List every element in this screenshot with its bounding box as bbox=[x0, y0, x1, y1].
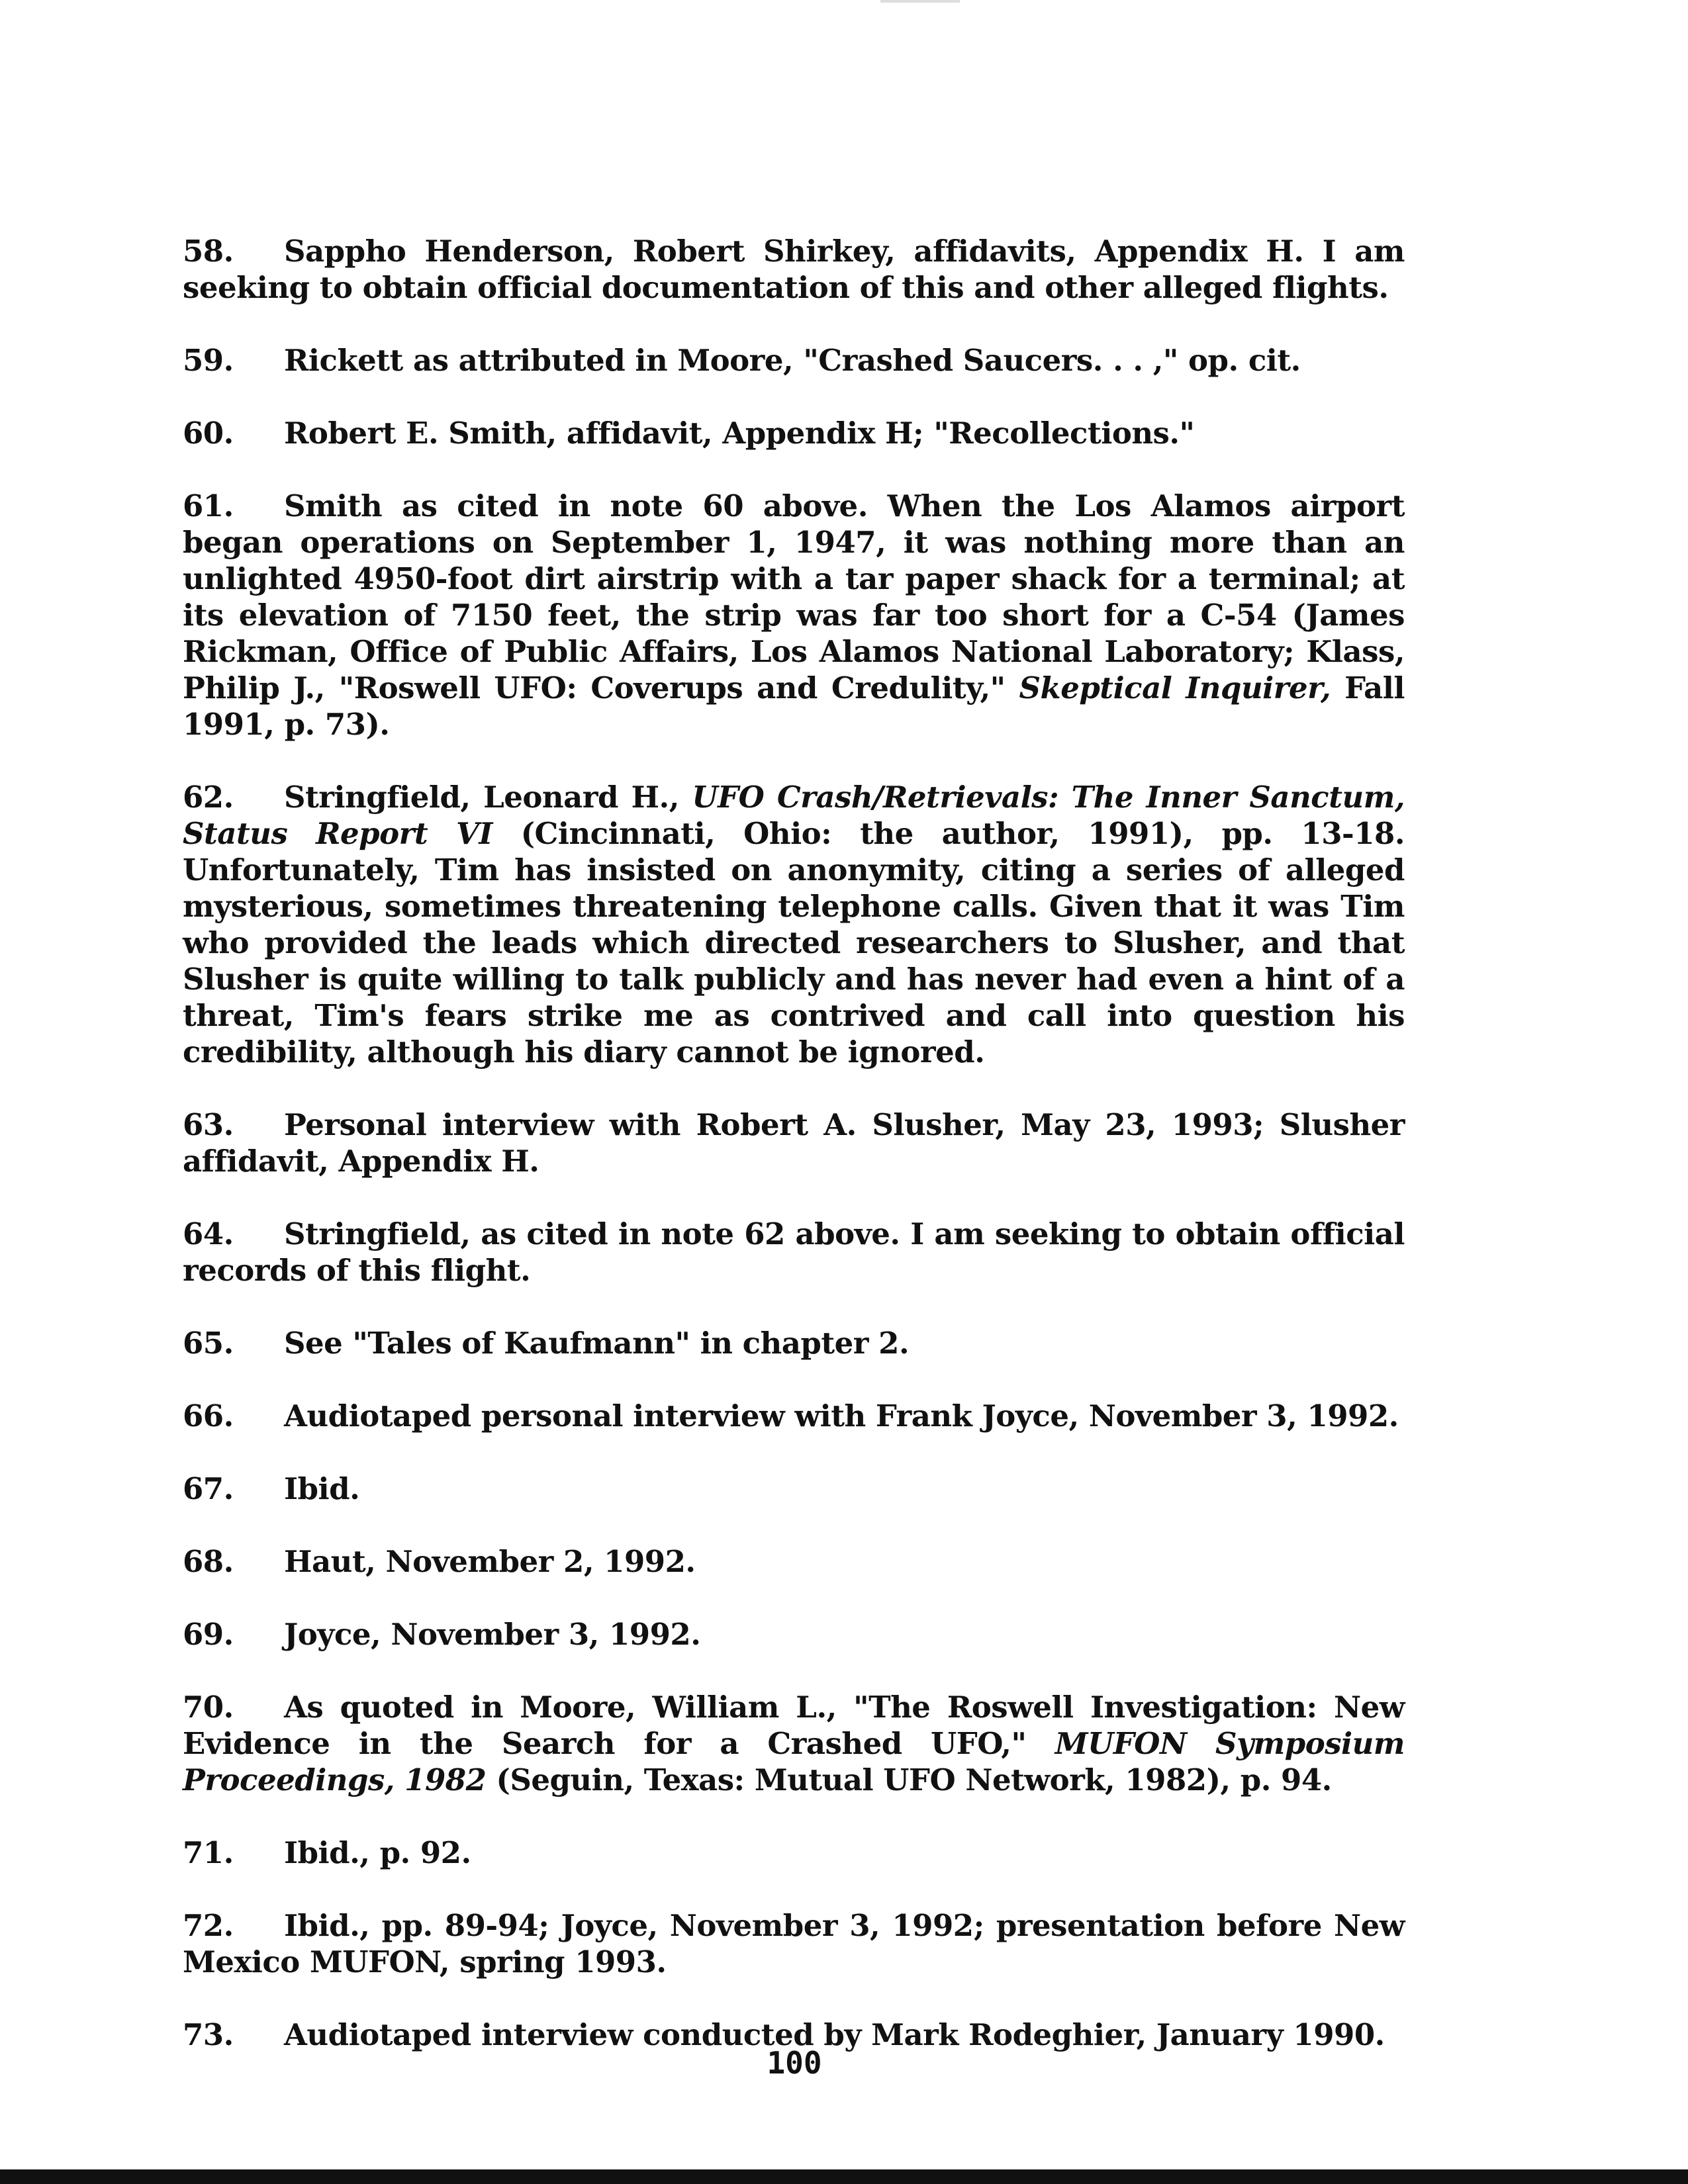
endnote-number: 59. bbox=[183, 343, 234, 378]
endnote-62 bbox=[183, 779, 1405, 1070]
scan-bottom-border bbox=[0, 2169, 1688, 2184]
endnote-58 bbox=[183, 233, 1405, 306]
scan-edge-mark bbox=[880, 0, 960, 3]
endnote-71 bbox=[183, 1835, 1405, 1871]
endnote-number: 64. bbox=[183, 1216, 234, 1251]
endnote-66 bbox=[183, 1398, 1405, 1434]
endnote-text: Haut, November 2, 1992. bbox=[284, 1544, 696, 1579]
endnote-text: Ibid., pp. 89-94; Joyce, November 3, 1992; presentation before New Mexico MUFON, spring 1993. bbox=[183, 1908, 1405, 1979]
endnote-number: 68. bbox=[183, 1544, 234, 1579]
endnote-text: Rickett as attributed in Moore, "Crashed Saucers. . . ," op. cit. bbox=[284, 343, 1301, 378]
endnotes-list bbox=[183, 233, 1405, 2089]
endnote-69 bbox=[183, 1616, 1405, 1653]
endnote-number: 61. bbox=[183, 488, 234, 523]
endnote-text: See "Tales of Kaufmann" in chapter 2. bbox=[284, 1326, 910, 1361]
endnote-title-italic: UFO Crash/Retrievals: The Inner Sanctum, Status Report VI bbox=[183, 780, 1405, 851]
endnote-60 bbox=[183, 415, 1405, 451]
endnote-text: Smith as cited in note 60 above. When the Los Alamos airport began operations on September 1, 1947, it was nothing more than an unlighted 4950-foot dirt airstrip with a tar paper shack for a terminal; at its elevation of 7150 feet, the strip was far too short for a C-54 (James Rickman, Office of Public Affairs, Los Alamos National Laboratory; Klass, Philip J., "Roswell UFO: Coverups and Credulity," bbox=[183, 488, 1405, 705]
endnote-number: 60. bbox=[183, 416, 234, 451]
endnote-title-italic: MUFON Symposium Proceedings, 1982 bbox=[183, 1726, 1405, 1797]
endnote-text: Ibid., p. 92. bbox=[284, 1835, 471, 1870]
endnote-68 bbox=[183, 1543, 1405, 1580]
endnote-number: 69. bbox=[183, 1617, 234, 1652]
endnote-text: Sappho Henderson, Robert Shirkey, affidavits, Appendix H. I am seeking to obtain official documentation of this and other alleged flights. bbox=[183, 234, 1405, 305]
endnote-text: As quoted in Moore, William L., "The Roswell Investigation: New Evidence in the Search for a Crashed UFO," bbox=[183, 1690, 1405, 1761]
endnote-number: 63. bbox=[183, 1107, 234, 1142]
endnote-number: 70. bbox=[183, 1690, 234, 1725]
endnote-number: 58. bbox=[183, 234, 234, 269]
endnote-text: Audiotaped personal interview with Frank Joyce, November 3, 1992. bbox=[284, 1398, 1399, 1433]
endnote-number: 62. bbox=[183, 780, 234, 815]
endnote-text: Stringfield, as cited in note 62 above. I am seeking to obtain official records of this flight. bbox=[183, 1216, 1405, 1288]
endnote-61 bbox=[183, 488, 1405, 743]
endnote-63 bbox=[183, 1107, 1405, 1179]
endnote-67 bbox=[183, 1471, 1405, 1507]
endnote-number: 71. bbox=[183, 1835, 234, 1870]
endnote-number: 67. bbox=[183, 1471, 234, 1506]
endnote-number: 66. bbox=[183, 1398, 234, 1433]
endnote-65 bbox=[183, 1325, 1405, 1361]
endnote-70 bbox=[183, 1689, 1405, 1798]
endnote-text: Ibid. bbox=[284, 1471, 360, 1506]
endnote-number: 65. bbox=[183, 1326, 234, 1361]
endnote-text: Personal interview with Robert A. Slusher, May 23, 1993; Slusher affidavit, Appendix H. bbox=[183, 1107, 1405, 1179]
endnote-text: Robert E. Smith, affidavit, Appendix H; "Recollections." bbox=[284, 416, 1195, 451]
endnote-text: Stringfield, Leonard H., bbox=[284, 780, 692, 815]
page-number: 100 bbox=[767, 2045, 822, 2081]
endnote-text: (Seguin, Texas: Mutual UFO Network, 1982), p. 94. bbox=[486, 1762, 1332, 1797]
endnote-number: 72. bbox=[183, 1908, 234, 1943]
endnote-text: Fall 1991, p. 73). bbox=[183, 670, 1405, 742]
endnote-text: (Cincinnati, Ohio: the author, 1991), pp. 13-18. Unfortunately, Tim has insisted on anonymity, citing a series of alleged mysterious, sometimes threatening telephone calls. Given that it was Tim who provided the leads which directed researchers to Slusher, and that Slusher is quite willing to talk publicly and has never had even a hint of a threat, Tim's fears strike me as contrived and call into question his credibility, although his diary cannot be ignored. bbox=[183, 816, 1405, 1069]
endnote-64 bbox=[183, 1216, 1405, 1289]
endnote-text: Joyce, November 3, 1992. bbox=[284, 1617, 701, 1652]
endnote-59 bbox=[183, 342, 1405, 379]
endnote-number: 73. bbox=[183, 2017, 234, 2052]
endnote-title-italic: Skeptical Inquirer, bbox=[1019, 670, 1331, 705]
endnote-72 bbox=[183, 1907, 1405, 1980]
endnote-text: Audiotaped interview conducted by Mark Rodeghier, January 1990. bbox=[284, 2017, 1385, 2052]
